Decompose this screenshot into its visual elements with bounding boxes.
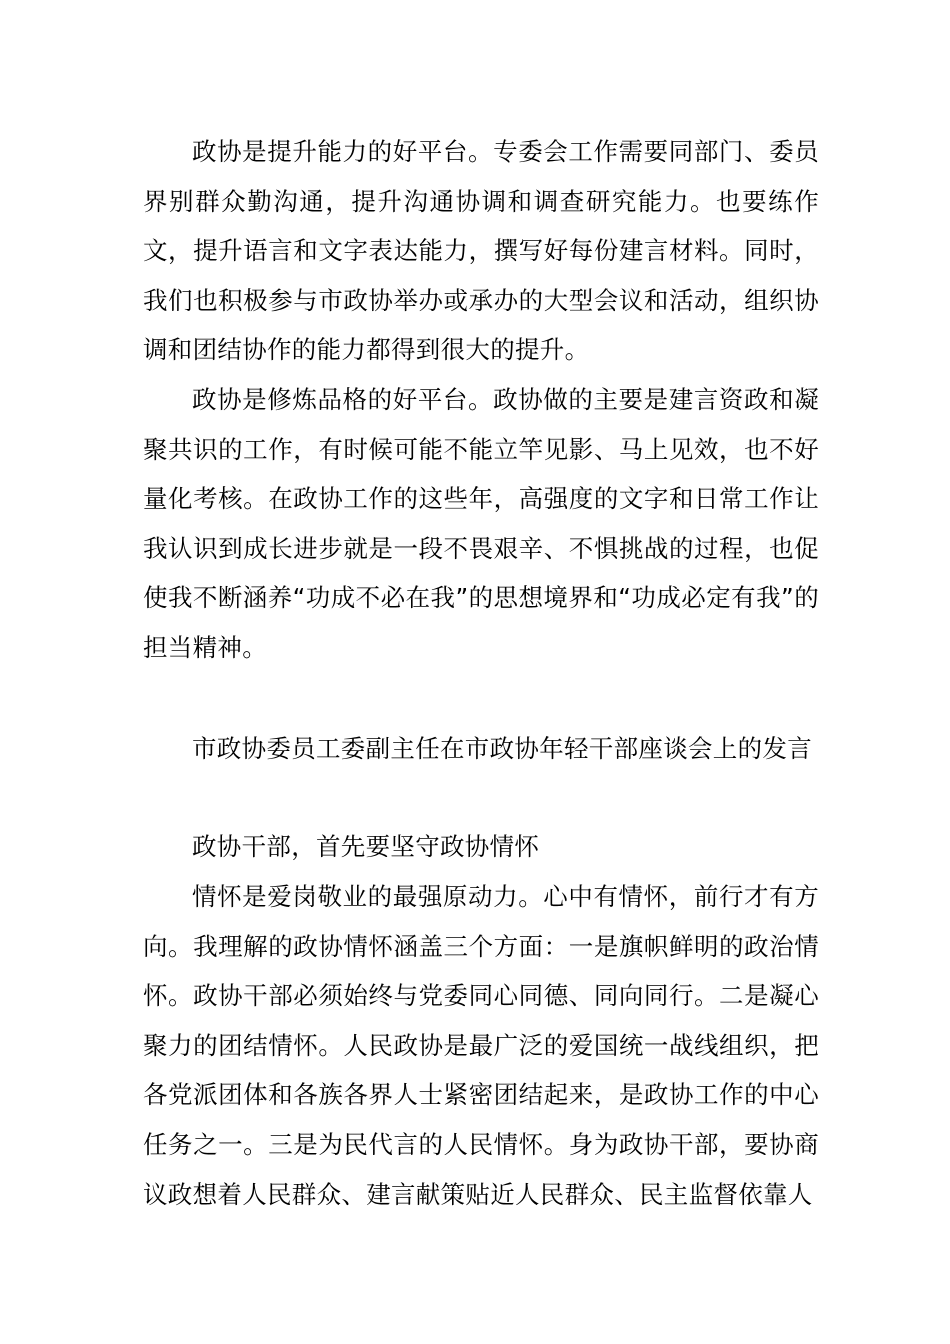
section-heading: 政协干部，首先要坚守政协情怀 — [192, 832, 540, 861]
paragraph-ability-platform: 政协是提升能力的好平台。专委会工作需要同部门、委员界别群众勤沟通，提升沟通协调和调查研究能力。也要练作文，提升语言和文字表达能力，撰写好每份建言材料。同时，我们也积极参与市政协举办或承办的大型会议和活动，组织协调和团结协作的能力都得到很大的提升。 — [143, 137, 819, 365]
body-text-bottom — [143, 872, 819, 1219]
paragraph-character-platform: 政协是修炼品格的好平台。政协做的主要是建言资政和凝聚共识的工作，有时候可能不能立竿见影、马上见效，也不好量化考核。在政协工作的这些年，高强度的文字和日常工作让我认识到成长进步就是一段不畏艰辛、不惧挑战的过程，也促使我不断涵养“功成不必在我”的思想境界和“功成必定有我”的担当精神。 — [143, 384, 819, 662]
paragraph-cppcc-sentiment: 情怀是爱岗敬业的最强原动力。心中有情怀，前行才有方向。我理解的政协情怀涵盖三个方面：一是旗帜鲜明的政治情怀。政协干部必须始终与党委同心同德、同向同行。二是凝心聚力的团结情怀。人民政协是最广泛的爱国统一战线组织，把各党派团体和各族各界人士紧密团结起来，是政协工作的中心任务之一。三是为民代言的人民情怀。身为政协干部，要协商议政想着人民群众、建言献策贴近人民群众、民主监督依靠人 — [143, 882, 819, 1209]
body-text-top — [143, 127, 819, 673]
speech-title: 市政协委员工委副主任在市政协年轻干部座谈会上的发言 — [192, 734, 812, 763]
